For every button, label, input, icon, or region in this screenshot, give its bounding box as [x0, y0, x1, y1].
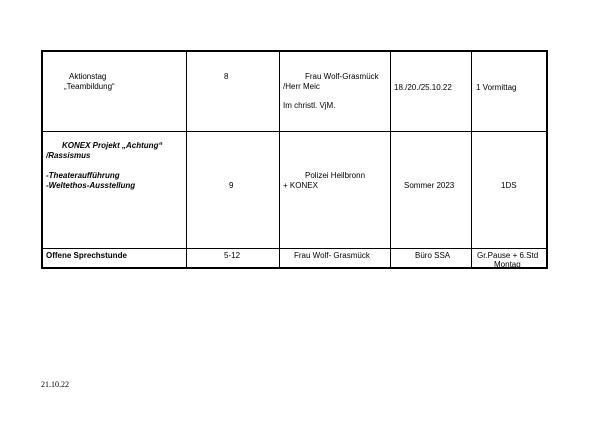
- schedule-table: [41, 50, 548, 269]
- row3-time-line2: Montag: [494, 260, 521, 269]
- row1-duration: 1 Vormittag: [476, 83, 517, 92]
- row1-date: 18./20./25.10.22: [394, 83, 452, 92]
- row1-event-line2: „Teambildung“: [64, 82, 115, 91]
- row1-contact-line1: Frau Wolf-Grasmück: [305, 72, 379, 81]
- row3-event: Offene Sprechstunde: [46, 251, 127, 260]
- row2-contact-line2: + KONEX: [283, 181, 318, 190]
- row-divider: [43, 248, 546, 249]
- column-divider: [390, 52, 391, 267]
- row2-duration: 1DS: [501, 181, 517, 190]
- column-divider: [186, 52, 187, 267]
- row1-class: 8: [224, 72, 229, 81]
- row3-contact: Frau Wolf- Grasmück: [294, 251, 370, 260]
- row-divider: [43, 131, 546, 132]
- row2-date: Sommer 2023: [404, 181, 455, 190]
- row1-contact-line2: /Herr Meic: [283, 82, 320, 91]
- row2-class: 9: [229, 181, 234, 190]
- row2-event-line3: -Theateraufführung: [46, 171, 120, 180]
- row3-time-line1: Gr.Pause + 6.Std: [477, 251, 539, 260]
- column-divider: [279, 52, 280, 267]
- column-divider: [471, 52, 472, 267]
- row2-event-line4: -Weltethos-Ausstellung: [46, 181, 136, 190]
- row2-event-line1: KONEX Projekt „Achtung“: [62, 141, 163, 150]
- row1-contact-line3: Im christl. VjM.: [283, 101, 336, 110]
- row2-event-line2: /Rassismus: [46, 151, 91, 160]
- row1-event-line1: Aktionstag: [69, 72, 107, 81]
- footer-date: 21.10.22: [41, 380, 69, 389]
- row2-contact-line1: Polizei Heilbronn: [305, 171, 366, 180]
- row3-location: Büro SSA: [415, 251, 451, 260]
- row3-class: 5-12: [224, 251, 241, 260]
